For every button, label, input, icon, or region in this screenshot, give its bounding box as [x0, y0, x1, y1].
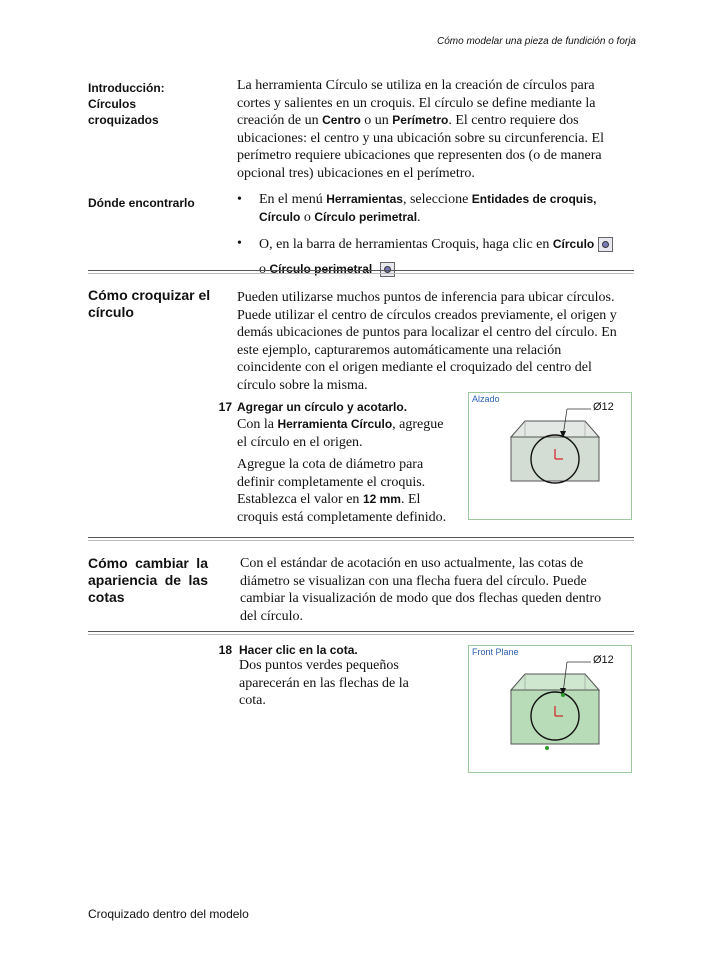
step-number: 17	[218, 400, 232, 414]
where-bullet-toolbar: • O, en la barra de herramientas Croquis, haga clic en Círculo o Círculo perimetral	[237, 232, 637, 282]
circle-tool-icon	[598, 237, 613, 252]
figure-front-plane	[468, 645, 632, 773]
tool-name: Herramienta Círculo	[277, 417, 393, 431]
figure-view-label: Front Plane	[472, 647, 519, 657]
sketch-paragraph: Pueden utilizarse muchos puntos de inferencia para ubicar círculos. Puede utilizar el centro de círculos creados previamente, el origen y demás ubicaciones de puntos para localizar el centro del círculo. En este ejemplo, capturaremos automáticamente una relación coincidente con el origen mediante el croquizado del centro del círculo sobre la misma.	[237, 290, 617, 393]
grip-point	[561, 693, 565, 697]
section-divider	[88, 270, 634, 274]
where-bullet-menu: • En el menú Herramientas, seleccione Entidades de croquis, Círculo o Círculo perimetral.	[237, 192, 597, 225]
step-title: Hacer clic en la cota.	[239, 643, 358, 657]
step-number: 18	[218, 643, 232, 657]
dimension-text: Ø12	[593, 401, 614, 413]
sketch-side-label: Cómo croquizar el círculo	[88, 287, 211, 320]
where-side-label: Dónde encontrarlo	[88, 196, 195, 210]
dimension-value: 12 mm	[362, 492, 401, 506]
dimension-text: Ø12	[593, 654, 614, 666]
menu-circulo-perimetral: Círculo perimetral	[314, 209, 418, 224]
section-divider	[88, 631, 634, 635]
step-title: Agregar un círculo y acotarlo.	[237, 400, 408, 414]
block-top-face	[511, 674, 599, 690]
bullet-dot: •	[237, 236, 242, 251]
step-17-text-2: Agregue la cota de diámetro para definir completamente el croquis. Establezca el valor en 12 mm. El croquis está completamente definido.	[237, 457, 447, 525]
tool-circulo-label: Círculo	[552, 237, 595, 251]
step-17-text: Con la Herramienta Círculo, agregue el círculo en el origen.	[237, 417, 444, 450]
intro-text-2: o un	[360, 113, 393, 128]
grip-point	[545, 746, 549, 750]
figure-view-label: Alzado	[472, 394, 500, 404]
page-footer: Croquizado dentro del modelo	[88, 907, 249, 921]
page-header: Cómo modelar una pieza de fundición o forja	[436, 36, 636, 47]
menu-entidades-circulo: Entidades de croquis, Círculo	[259, 192, 597, 224]
menu-herramientas: Herramientas	[326, 192, 403, 206]
intro-text-3: . El centro requiere dos ubicaciones: el centro y una ubicación sobre su circunferencia. El perímetro requiere ubicaciones que representen dos (o de manera opcional tres) ubicaciones en el perímetro.	[237, 113, 604, 181]
intro-side-label: Introducción: Círculos croquizados	[88, 81, 165, 127]
figure-alzado	[468, 392, 632, 520]
term-perimetro: Perímetro	[392, 113, 449, 127]
block-front-face	[511, 690, 599, 744]
step-18-text: Dos puntos verdes pequeños aparecerán en las flechas de la cota.	[239, 658, 409, 708]
tool-perimetral-label: Círculo perimetral	[269, 262, 373, 276]
bullet-dot: •	[237, 192, 242, 207]
term-centro: Centro	[322, 113, 361, 127]
appearance-side-label: Cómo cambiar la apariencia de las cotas	[88, 555, 208, 605]
appearance-paragraph: Con el estándar de acotación en uso actualmente, las cotas de diámetro se visualizan con una flecha fuera del círculo. Puede cambiar la visualización de modo que dos flechas queden dentro del círculo.	[240, 556, 602, 624]
intro-paragraph	[237, 77, 617, 182]
section-divider	[88, 537, 634, 541]
intro-text-1: La herramienta Círculo se utiliza en la creación de círculos para cortes y salientes en un croquis. El círculo se define mediante la creación de un	[237, 78, 596, 128]
